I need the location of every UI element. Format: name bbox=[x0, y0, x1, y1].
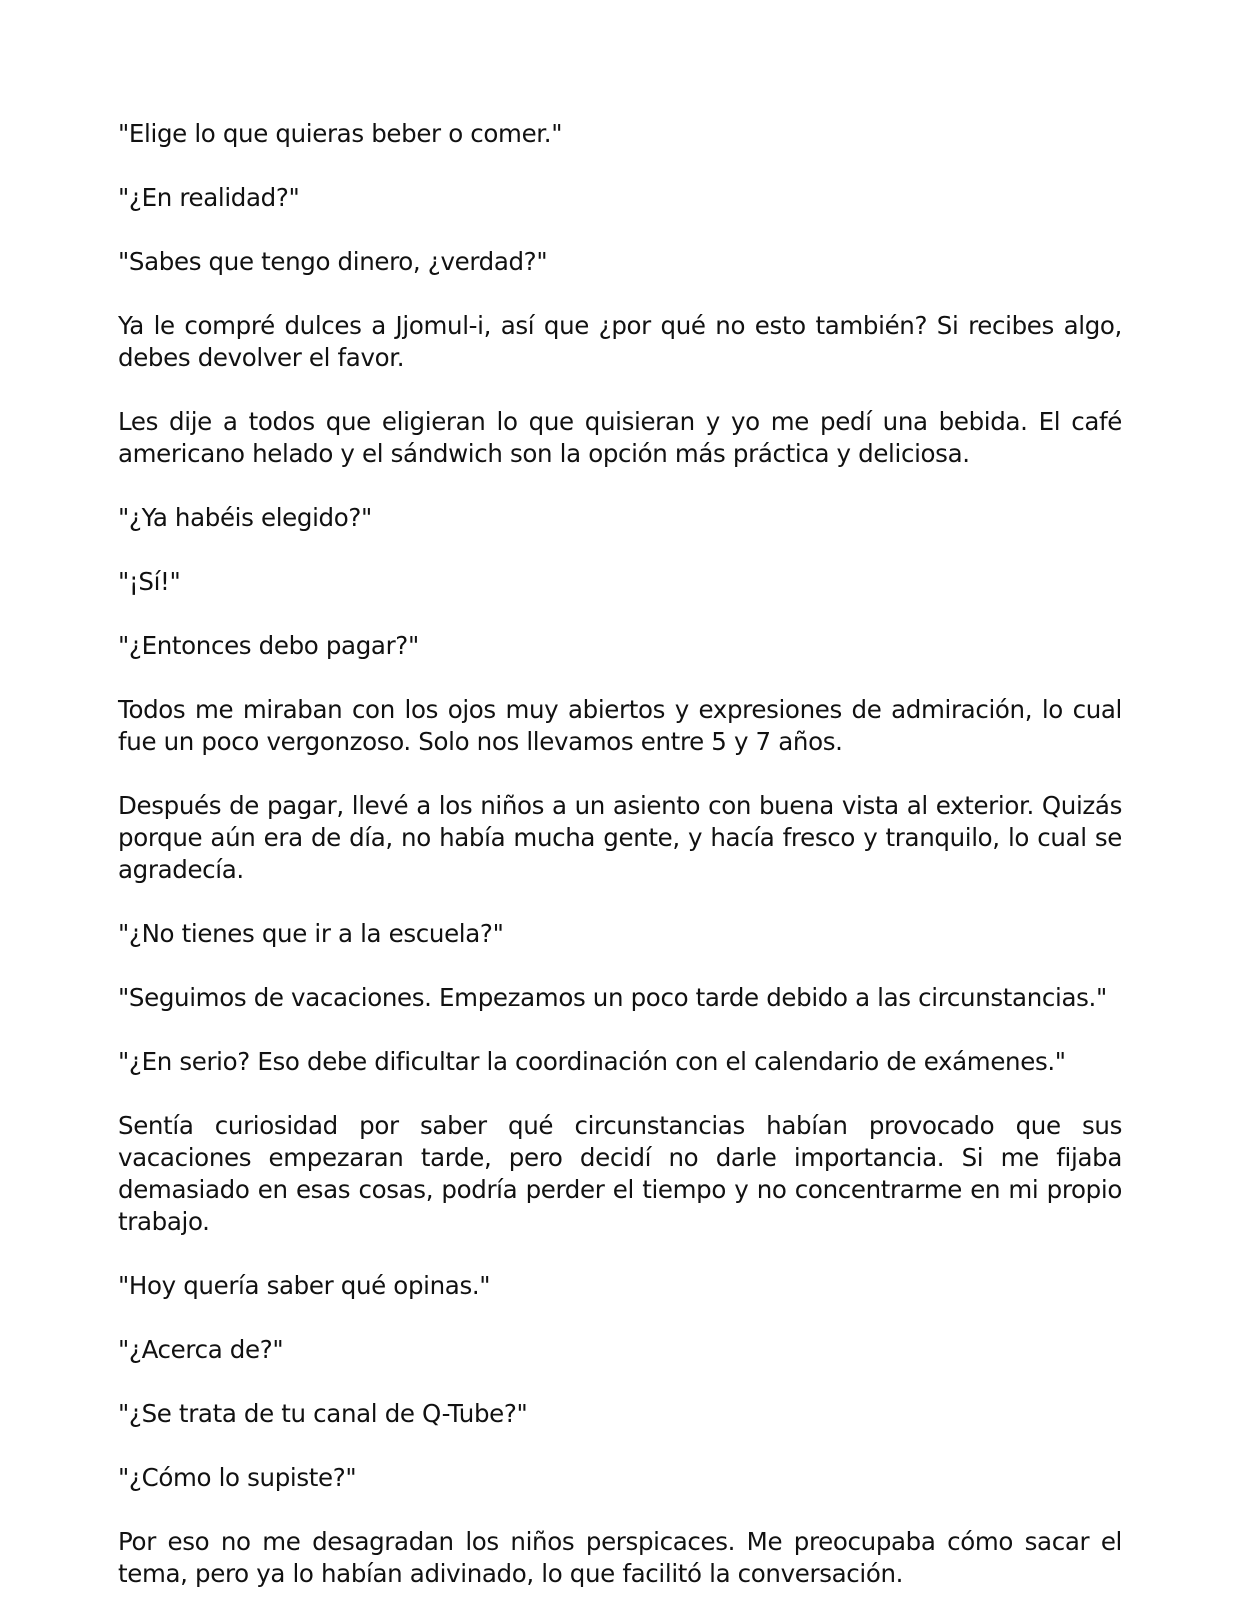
paragraph-6: "¿Ya habéis elegido?" bbox=[118, 503, 372, 532]
document-page bbox=[118, 118, 1122, 1622]
paragraph-19: Por eso no me desagradan los niños perspicaces. Me preocupaba cómo sacar el tema, pero ya lo habían adivinado, lo que facilitó la conversación. bbox=[118, 1527, 1122, 1588]
paragraph-1: "Elige lo que quieras beber o comer." bbox=[118, 119, 563, 148]
paragraph-13: "¿En serio? Eso debe dificultar la coordinación con el calendario de exámenes." bbox=[118, 1047, 1066, 1076]
paragraph-11: "¿No tienes que ir a la escuela?" bbox=[118, 919, 504, 948]
paragraph-16: "¿Acerca de?" bbox=[118, 1335, 284, 1364]
paragraph-14: Sentía curiosidad por saber qué circunstancias habían provocado que sus vacaciones empezaran tarde, pero decidí no darle importancia. Si me fijaba demasiado en esas cosas, podría perder el tiempo y no concentrarme en mi propio trabajo. bbox=[118, 1111, 1122, 1236]
paragraph-12: "Seguimos de vacaciones. Empezamos un poco tarde debido a las circunstancias." bbox=[118, 983, 1107, 1012]
paragraph-2: "¿En realidad?" bbox=[118, 183, 300, 212]
paragraph-4: Ya le compré dulces a Jjomul-i, así que ¿por qué no esto también? Si recibes algo, debes devolver el favor. bbox=[118, 311, 1122, 372]
paragraph-7: "¡Sí!" bbox=[118, 567, 181, 596]
paragraph-9: Todos me miraban con los ojos muy abiertos y expresiones de admiración, lo cual fue un poco vergonzoso. Solo nos llevamos entre 5 y 7 años. bbox=[118, 695, 1122, 756]
paragraph-10: Después de pagar, llevé a los niños a un asiento con buena vista al exterior. Quizás porque aún era de día, no había mucha gente, y hacía fresco y tranquilo, lo cual se agradecía. bbox=[118, 791, 1122, 884]
paragraph-5: Les dije a todos que eligieran lo que quisieran y yo me pedí una bebida. El café americano helado y el sándwich son la opción más práctica y deliciosa. bbox=[118, 407, 1122, 468]
paragraph-3: "Sabes que tengo dinero, ¿verdad?" bbox=[118, 247, 548, 276]
paragraph-8: "¿Entonces debo pagar?" bbox=[118, 631, 419, 660]
paragraph-17: "¿Se trata de tu canal de Q-Tube?" bbox=[118, 1399, 528, 1428]
paragraph-15: "Hoy quería saber qué opinas." bbox=[118, 1271, 491, 1300]
paragraph-18: "¿Cómo lo supiste?" bbox=[118, 1463, 357, 1492]
